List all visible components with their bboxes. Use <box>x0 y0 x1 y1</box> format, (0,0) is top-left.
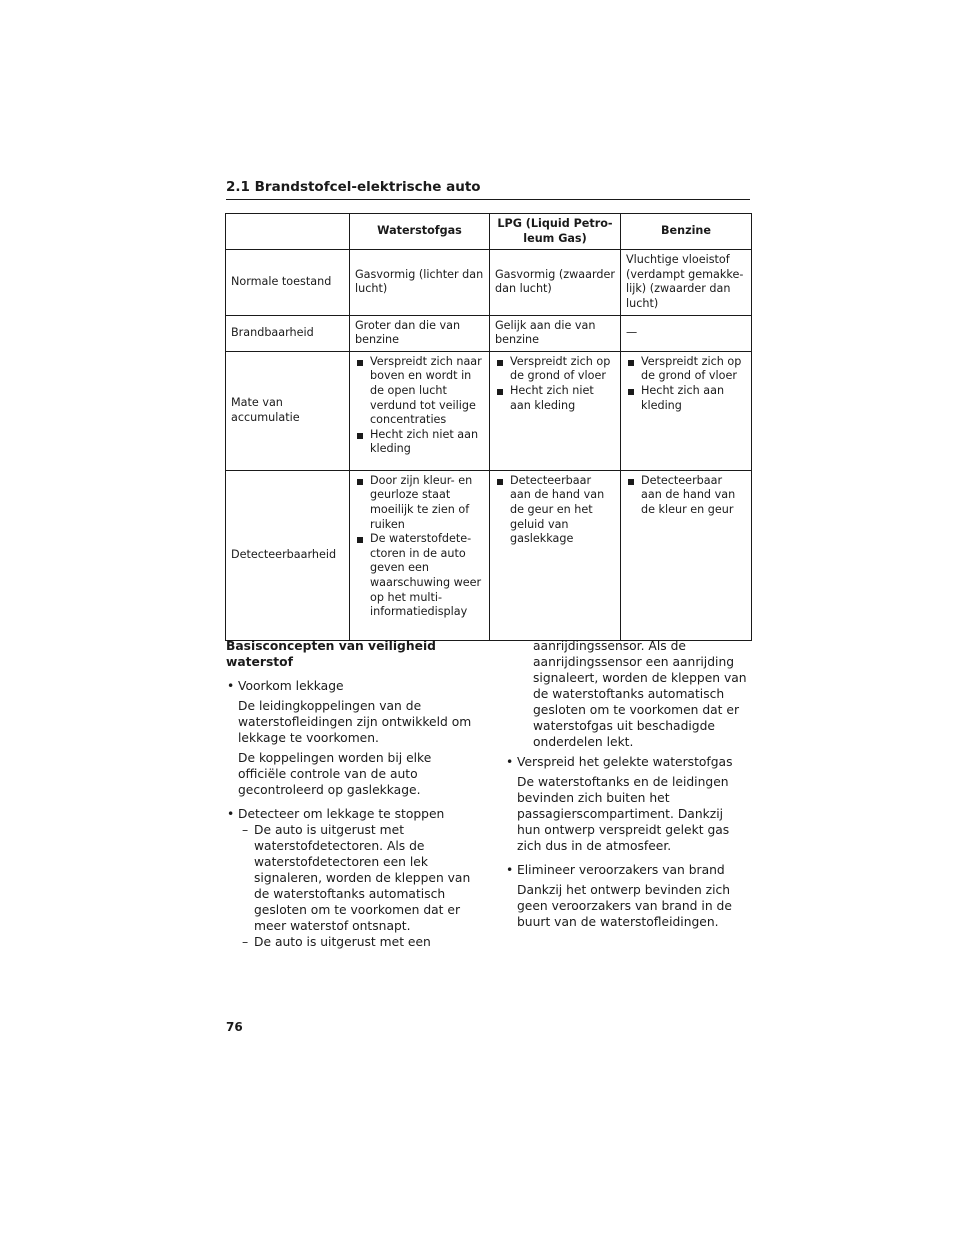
dash-item: – De auto is uitgerust met waterstofdetectoren. Als de waterstofdetectoren een lek signaleren, worden de kleppen van de waterstoftanks automatisch gesloten om te voorkomen dat er meer waterstof ontsnapt. <box>226 822 476 934</box>
row-label: Brandbaarheid <box>226 315 350 351</box>
table-row <box>226 351 752 470</box>
table-cell <box>490 351 621 470</box>
list-item: Hecht zich aan kleding <box>626 384 746 413</box>
table-cell: Groter dan die van benzine <box>350 315 490 351</box>
list-item: Verspreidt zich op de grond of vloer <box>495 355 615 384</box>
list-item: Verspreidt zich op de grond of vloer <box>626 355 746 384</box>
section-heading: Basisconcepten van veiligheid waterstof <box>226 639 436 669</box>
row-label: Normale toestand <box>226 250 350 315</box>
bullet-verspreid-waterstofgas: • Verspreid het gelekte waterstofgas <box>505 754 750 770</box>
table-cell <box>490 470 621 640</box>
paragraph: De waterstoftanks en de leidingen bevinden zich buiten het passagierscompartiment. Dankzij hun ontwerp verspreidt gelekt gas zich dus in de atmosfeer. <box>517 775 730 853</box>
dash-item-continued: aanrijdingssensor. Als de aanrijdingssensor een aanrijding signaleert, worden de kleppen van de waterstoftanks automatisch gesloten om te voorkomen dat er waterstofgas uit beschadigde onderdelen lekt. <box>533 639 747 749</box>
table-cell <box>350 351 490 470</box>
table-cell: Vluchtige vloeistof (verdampt gemakke-lijk) (zwaarder dan lucht) <box>621 250 752 315</box>
table-cell: — <box>621 315 752 351</box>
bullet-elimineer-brand: • Elimineer veroorzakers van brand <box>505 862 750 878</box>
text-column-left <box>226 638 476 950</box>
dash-item: – De auto is uitgerust met een <box>226 934 476 950</box>
list-item: Hecht zich niet aan kleding <box>355 428 484 457</box>
page-number: 76 <box>226 1020 243 1034</box>
table-row <box>226 250 752 315</box>
table-cell: Gasvormig (lichter dan lucht) <box>350 250 490 315</box>
row-label: Mate van accumulatie <box>226 351 350 470</box>
bullet-detecteer-lekkage: • Detecteer om lekkage te stoppen <box>226 806 476 822</box>
list-item: De waterstofdete-ctoren in de auto geven een waarschuwing weer op het multi-informatiedisplay <box>355 532 484 620</box>
comparison-table <box>225 213 752 641</box>
table-cell <box>621 470 752 640</box>
paragraph: De leidingkoppelingen van de waterstofleidingen zijn ontwikkeld om lekkage te voorkomen. <box>238 699 472 745</box>
section-header: 2.1 Brandstofcel-elektrische auto <box>226 179 750 200</box>
row-label: Detecteerbaarheid <box>226 470 350 640</box>
table-cell <box>621 351 752 470</box>
text-column-right <box>505 638 750 930</box>
table-cell: Gelijk aan die van benzine <box>490 315 621 351</box>
bullet-voorkom-lekkage: • Voorkom lekkage <box>226 678 476 694</box>
list-item: Detecteerbaar aan de hand van de geur en het geluid van gaslekkage <box>495 474 615 547</box>
table-header-row <box>226 214 752 250</box>
list-item: Verspreidt zich naar boven en wordt in de open lucht verdund tot veilige concentraties <box>355 355 484 428</box>
paragraph: Dankzij het ontwerp bevinden zich geen veroorzakers van brand in de buurt van de waterstofleidingen. <box>517 883 732 929</box>
table-header-empty <box>226 214 350 250</box>
table-cell: Gasvormig (zwaarder dan lucht) <box>490 250 621 315</box>
table-row <box>226 470 752 640</box>
table-header-lpg: LPG (Liquid Petro-leum Gas) <box>490 214 621 250</box>
table-header-benzine: Benzine <box>621 214 752 250</box>
list-item: Detecteerbaar aan de hand van de kleur en geur <box>626 474 746 518</box>
list-item: Hecht zich niet aan kleding <box>495 384 615 413</box>
table-row <box>226 315 752 351</box>
list-item: Door zijn kleur- en geurloze staat moeilijk te zien of ruiken <box>355 474 484 532</box>
paragraph: De koppelingen worden bij elke officiële controle van de auto gecontroleerd op gaslekkage. <box>238 751 432 797</box>
table-header-waterstofgas: Waterstofgas <box>350 214 490 250</box>
table-cell <box>350 470 490 640</box>
